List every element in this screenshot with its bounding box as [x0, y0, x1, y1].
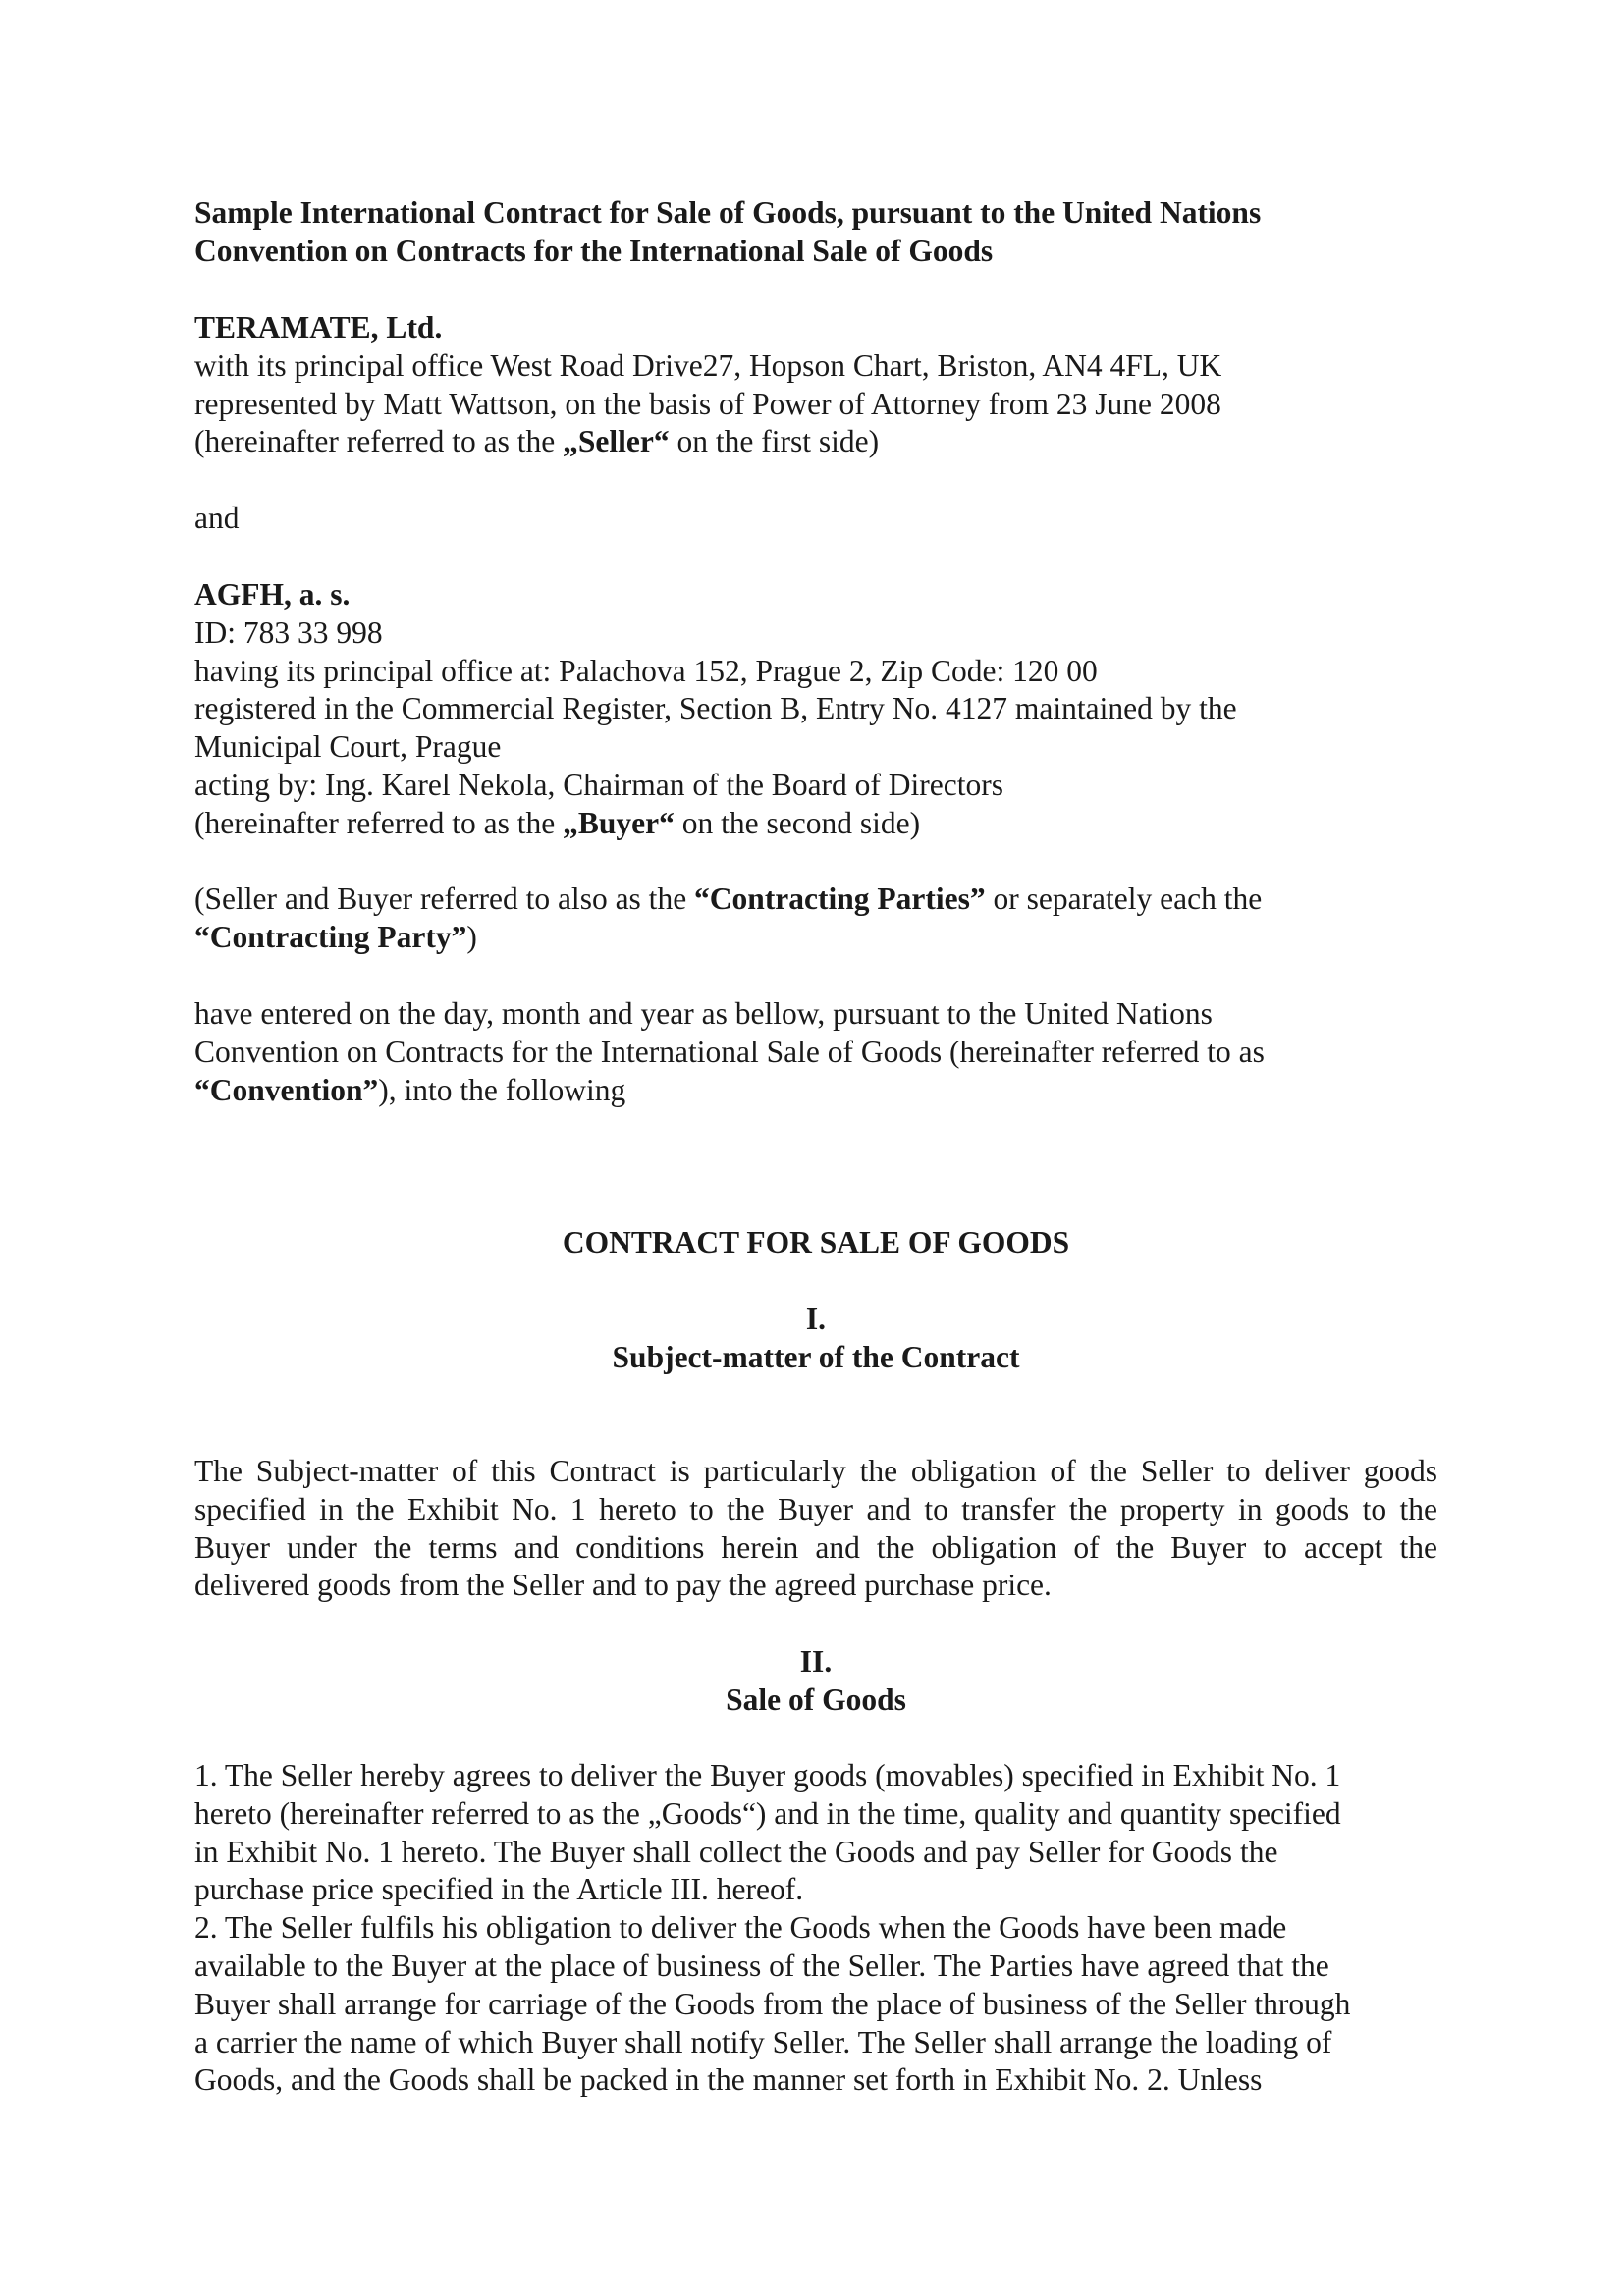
seller-block	[194, 309, 1437, 461]
parties-note-prefix: (Seller and Buyer referred to also as the	[194, 881, 695, 916]
seller-ref-prefix: (hereinafter referred to as the	[194, 424, 564, 459]
title-line: Convention on Contracts for the International Sale of Goods	[194, 233, 994, 268]
seller-ref-suffix: on the first side)	[669, 424, 880, 459]
buyer-name: AGFH, a. s.	[194, 577, 351, 612]
article-2-line: 1. The Seller hereby agrees to deliver the Buyer goods (movables) specified in Exhibit No. 1	[194, 1758, 1341, 1792]
article-2-line: in Exhibit No. 1 hereto. The Buyer shall collect the Goods and pay Seller for Goods the	[194, 1834, 1278, 1869]
article-2-line: a carrier the name of which Buyer shall notify Seller. The Seller shall arrange the loading of	[194, 2024, 1332, 2059]
contract-heading-text: CONTRACT FOR SALE OF GOODS	[562, 1225, 1070, 1259]
article-2-heading	[194, 1643, 1437, 1720]
parties-note-term: “Contracting Parties”	[694, 881, 986, 916]
article-title: Subject-matter of the Contract	[612, 1339, 1020, 1374]
article-2-line: available to the Buyer at the place of business of the Seller. The Parties have agreed that the	[194, 1948, 1329, 1983]
buyer-register: Municipal Court, Prague	[194, 729, 502, 765]
intro-suffix: ), into the following	[378, 1072, 626, 1107]
seller-name: TERAMATE, Ltd.	[194, 310, 443, 345]
intro-line: have entered on the day, month and year as bellow, pursuant to the United Nations	[194, 996, 1213, 1031]
title-line: Sample International Contract for Sale of Goods, pursuant to the United Nations	[194, 195, 1262, 230]
article-title: Sale of Goods	[726, 1682, 906, 1717]
buyer-ref-term: „Buyer“	[563, 805, 675, 840]
intro-term: “Convention”	[194, 1072, 379, 1107]
buyer-ref-suffix: on the second side)	[674, 805, 921, 840]
article-2-line: Goods, and the Goods shall be packed in the manner set forth in Exhibit No. 2. Unless	[194, 2062, 1263, 2098]
intro-line: Convention on Contracts for the International Sale of Goods (hereinafter referred to as	[194, 1034, 1265, 1069]
buyer-ref-prefix: (hereinafter referred to as the	[194, 805, 564, 840]
article-2-line: hereto (hereinafter referred to as the „Goods“) and in the time, quality and quantity specified	[194, 1795, 1341, 1831]
buyer-register: registered in the Commercial Register, Section B, Entry No. 4127 maintained by the	[194, 691, 1237, 726]
document-title	[194, 194, 1437, 271]
and-text: and	[194, 501, 240, 535]
intro-paragraph	[194, 995, 1437, 1109]
parties-note-term: “Contracting Party”	[194, 919, 467, 954]
article-1-body	[194, 1453, 1437, 1605]
article-number: II.	[799, 1644, 833, 1679]
article-1-line: The Subject-matter of this Contract is particularly the obligation of the Seller to deliver goods	[194, 1454, 1437, 1488]
contract-heading	[194, 1224, 1437, 1262]
parties-note	[194, 881, 1437, 957]
article-1-line: Buyer under the terms and conditions herein and the obligation of the Buyer to accept the	[194, 1529, 1437, 1565]
article-number: I.	[805, 1302, 827, 1336]
article-2-line: Buyer shall arrange for carriage of the Goods from the place of business of the Seller through	[194, 1986, 1351, 2021]
seller-reference	[194, 423, 1437, 461]
article-2-line: purchase price specified in the Article III. hereof.	[194, 1872, 804, 1907]
article-2-line: 2. The Seller fulfils his obligation to deliver the Goods when the Goods have been made	[194, 1910, 1287, 1946]
intro-line	[194, 1072, 1437, 1110]
article-1-line: delivered goods from the Seller and to pay the agreed purchase price.	[194, 1568, 1052, 1603]
article-1-heading	[194, 1301, 1437, 1377]
buyer-acting: acting by: Ing. Karel Nekola, Chairman of the Board of Directors	[194, 767, 1003, 802]
parties-note-line	[194, 919, 1437, 957]
parties-note-line	[194, 881, 1437, 919]
seller-ref-term: „Seller“	[563, 424, 670, 459]
parties-note-middle: or separately each the	[985, 881, 1263, 916]
buyer-id: ID: 783 33 998	[194, 614, 383, 650]
article-2-body	[194, 1757, 1437, 2100]
seller-representation: represented by Matt Wattson, on the basis of Power of Attorney from 23 June 2008	[194, 386, 1221, 421]
and-separator	[194, 500, 1437, 538]
buyer-reference	[194, 805, 1437, 843]
seller-address: with its principal office West Road Drive27, Hopson Chart, Briston, AN4 4FL, UK	[194, 347, 1222, 383]
parties-note-suffix: )	[466, 919, 477, 954]
buyer-office: having its principal office at: Palachova 152, Prague 2, Zip Code: 120 00	[194, 653, 1098, 688]
article-1-line: specified in the Exhibit No. 1 hereto to the Buyer and to transfer the property in goods to the	[194, 1491, 1437, 1526]
buyer-block	[194, 576, 1437, 843]
